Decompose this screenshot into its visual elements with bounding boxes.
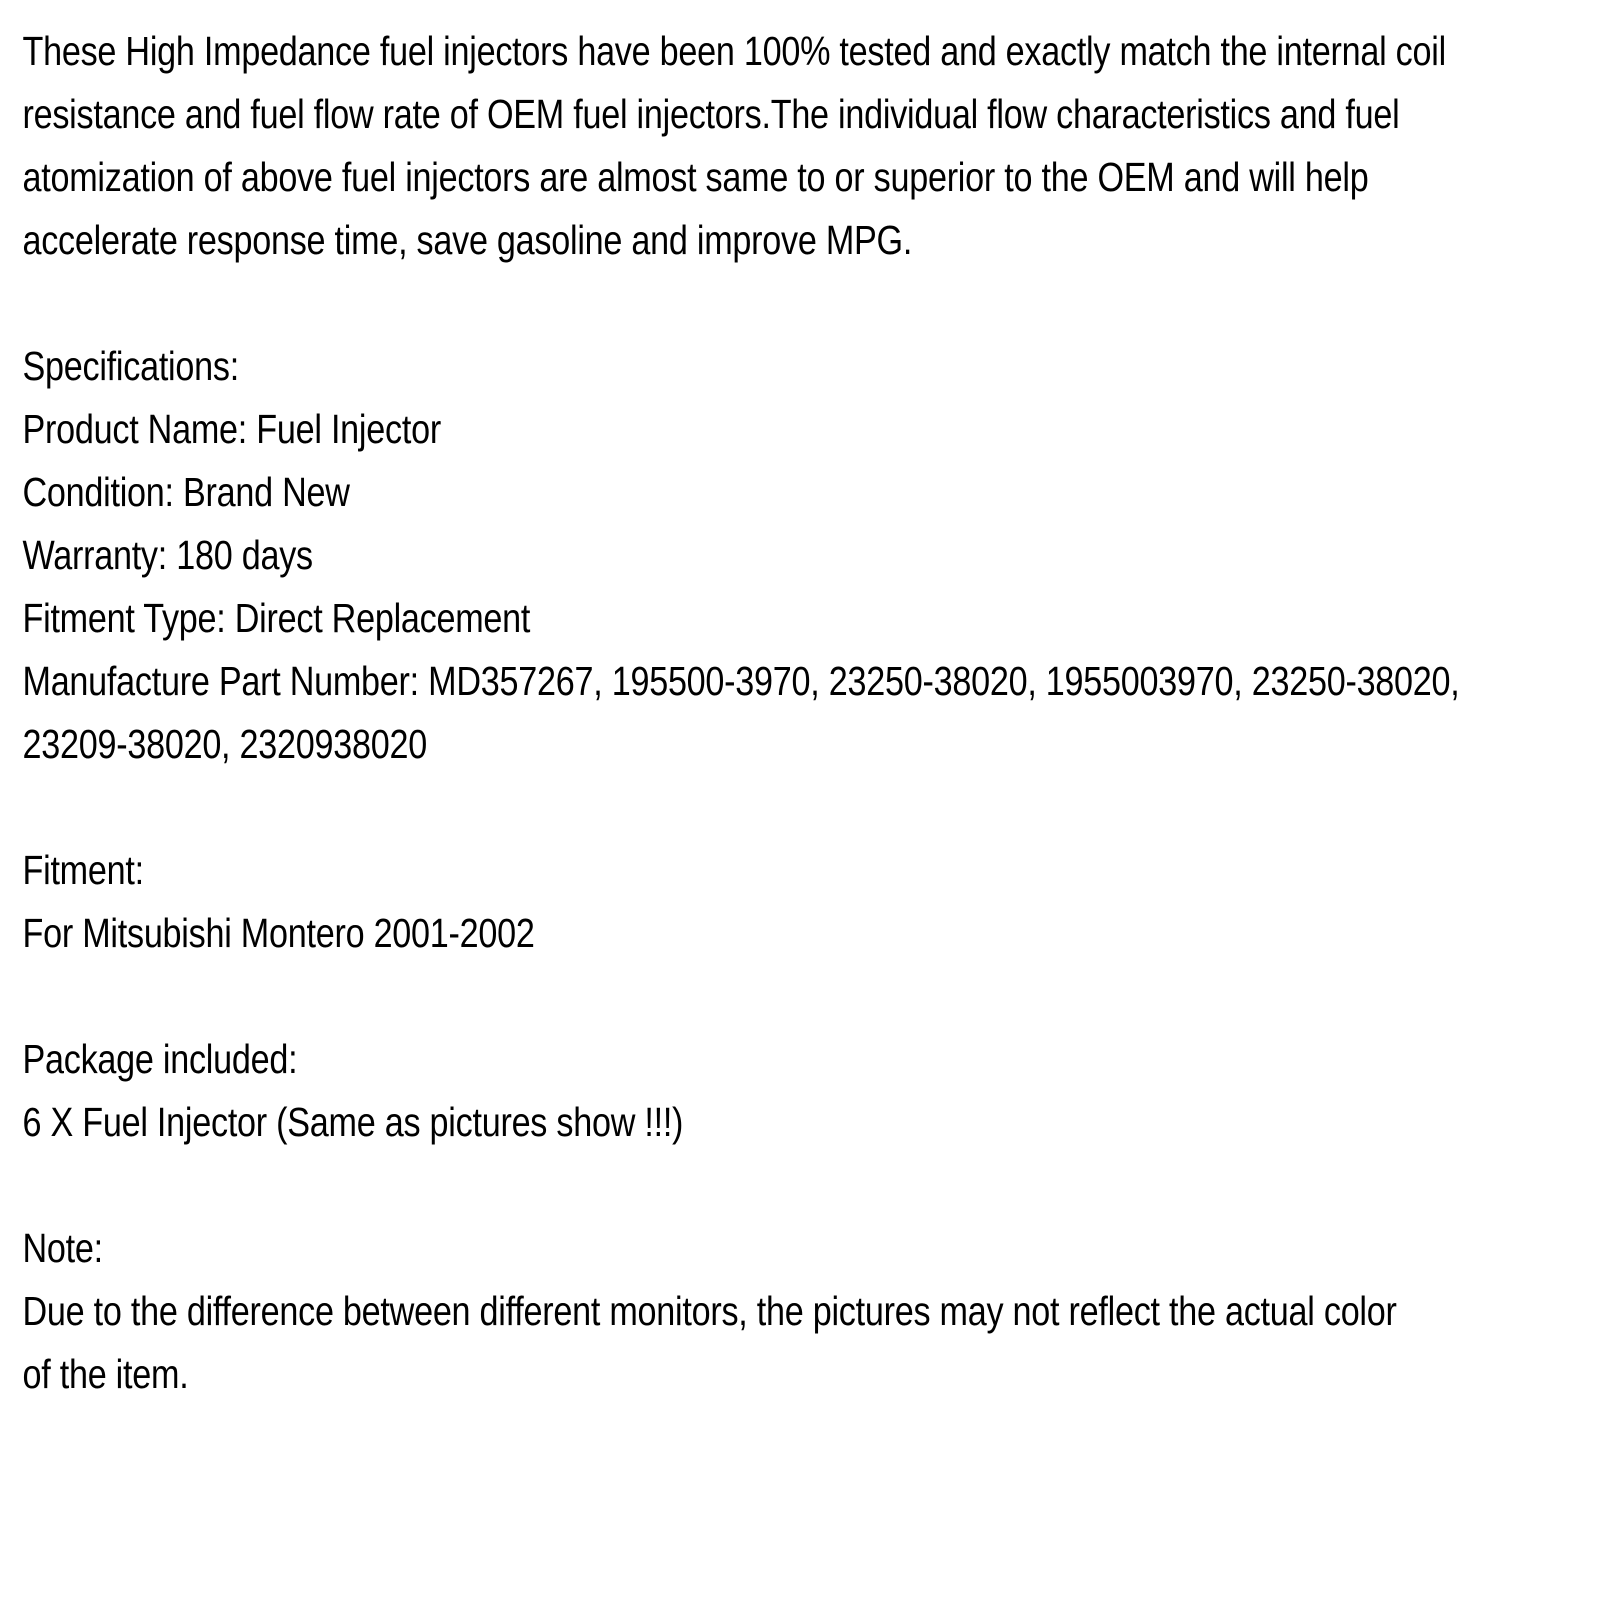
intro-paragraph-line: atomization of above fuel injectors are almost same to or superior to the OEM and will help (22, 154, 1369, 200)
fitment-heading: Fitment: (22, 847, 144, 893)
intro-paragraph-line: accelerate response time, save gasoline and improve MPG. (22, 217, 913, 263)
spec-warranty: Warranty: 180 days (22, 532, 313, 578)
intro-paragraph-line: resistance and fuel flow rate of OEM fuel injectors.The individual flow characteristics and fuel (22, 91, 1400, 137)
line-spacer (22, 272, 1600, 335)
note-heading: Note: (22, 1225, 103, 1271)
line-spacer (22, 1154, 1600, 1217)
spec-product-name: Product Name: Fuel Injector (22, 406, 441, 452)
fitment-vehicle: For Mitsubishi Montero 2001-2002 (22, 910, 535, 956)
spec-fitment-type: Fitment Type: Direct Replacement (22, 595, 531, 641)
text-column (0, 20, 1600, 1406)
spec-part-number-line: Manufacture Part Number: MD357267, 195500-3970, 23250-38020, 1955003970, 23250-38020, (22, 658, 1460, 704)
spec-part-number-line: 23209-38020, 2320938020 (22, 721, 427, 767)
intro-paragraph-line: These High Impedance fuel injectors have been 100% tested and exactly match the internal coil (22, 28, 1446, 74)
spec-condition: Condition: Brand New (22, 469, 350, 515)
line-spacer (22, 776, 1600, 839)
package-heading: Package included: (22, 1036, 298, 1082)
note-text-line: Due to the difference between different monitors, the pictures may not reflect the actual color (22, 1288, 1397, 1334)
note-text-line: of the item. (22, 1351, 189, 1397)
line-spacer (22, 965, 1600, 1028)
specifications-heading: Specifications: (22, 343, 239, 389)
package-contents: 6 X Fuel Injector (Same as pictures show !!!) (22, 1099, 684, 1145)
